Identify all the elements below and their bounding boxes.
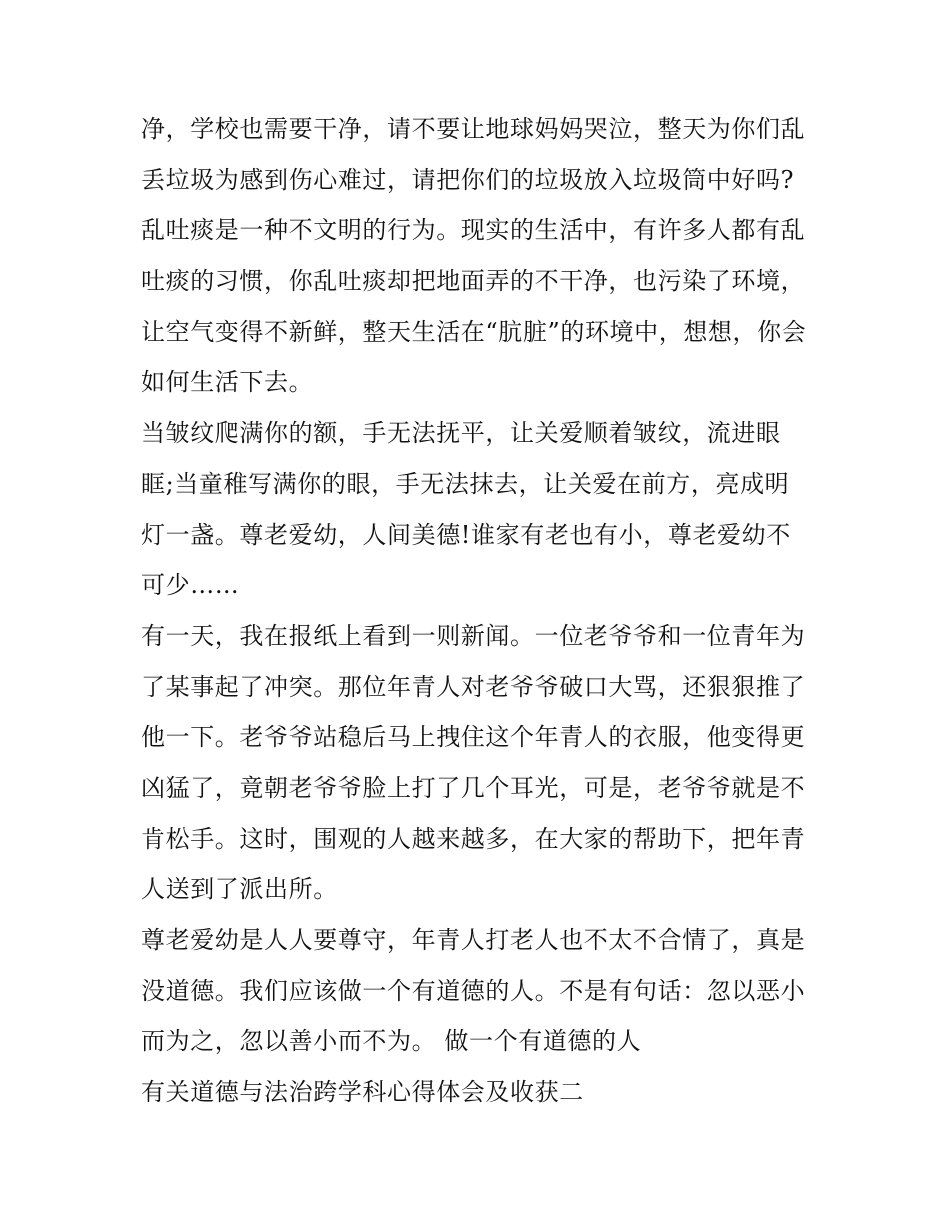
text-line: 乱吐痰是一种不文明的行为。现实的生活中，有许多人都有乱 [141,216,806,245]
text-line: 人送到了派出所。 [141,875,338,904]
text-line: 灯一盏。尊老爱幼，人间美德!谁家有老也有小，尊老爱幼不 [141,520,791,549]
text-line: 凶猛了，竟朝老爷爷脸上打了几个耳光，可是，老爷爷就是不 [141,773,806,802]
text-line: 眶;当童稚写满你的眼，手无法抹去，让关爱在前方，亮成明 [141,469,790,498]
text-line: 当皱纹爬满你的额，手无法抚平，让关爱顺着皱纹，流进眼 [141,419,781,448]
text-line: 了某事起了冲突。那位年青人对老爷爷破口大骂，还狠狠推了 [141,672,806,701]
text-line: 尊老爱幼是人人要尊守，年青人打老人也不太不合情了，真是 [141,926,806,954]
text-line: 让空气变得不新鲜，整天生活在“肮脏”的环境中，想想，你会 [141,317,807,346]
text-line: 可少…… [141,571,240,600]
text-line: 丢垃圾为感到伤心难过，请把你们的垃圾放入垃圾筒中好吗? [141,165,795,194]
text-line: 没道德。我们应该做一个有道德的人。不是有句话：忽以恶小 [141,976,806,1005]
text-line: 有一天，我在报纸上看到一则新闻。一位老爷爷和一位青年为 [141,621,806,650]
text-line: 如何生活下去。 [141,368,314,397]
text-line: 净，学校也需要干净，请不要让地球妈妈哭泣，整天为你们乱 [141,115,806,143]
text-line: 而为之，忽以善小而不为。 做一个有道德的人 [141,1027,642,1056]
text-line: 他一下。老爷爷站稳后马上拽住这个年青人的衣服，他变得更 [141,723,806,752]
text-line: 肯松手。这时，围观的人越来越多，在大家的帮助下，把年青 [141,824,806,853]
document-body [141,104,821,1118]
section-heading: 有关道德与法治跨学科心得体会及收获二 [141,1078,584,1107]
text-line: 吐痰的习惯，你乱吐痰却把地面弄的不干净，也污染了环境， [141,267,806,296]
